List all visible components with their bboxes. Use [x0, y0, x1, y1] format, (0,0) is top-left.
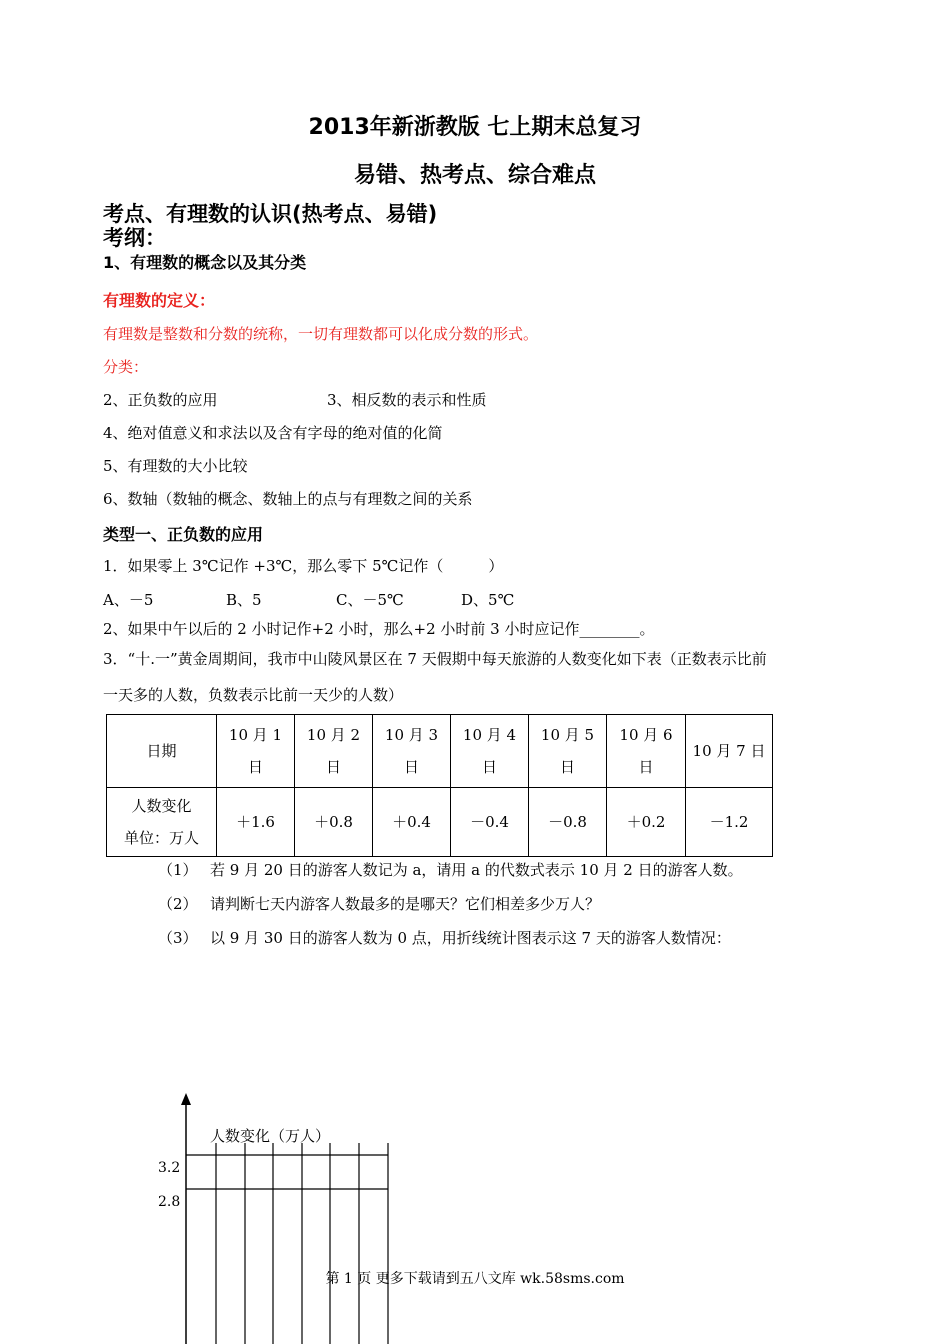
- date-cell: [529, 715, 607, 788]
- outline-label: 考纲：: [103, 226, 166, 250]
- date-top: 10 月 2: [306, 726, 361, 744]
- value-cell: ＋0.8: [295, 788, 373, 857]
- subq-1-text: 若 9 月 20 日的游客人数记为 a，请用 a 的代数式表示 10 月 2 日的游客人数。: [210, 861, 743, 879]
- date-top: 10 月 3: [384, 726, 439, 744]
- page-title: 2013年新浙教版 七上期末总复习: [308, 115, 642, 140]
- date-cell: [451, 715, 529, 788]
- q3-line-2: 一天多的人数，负数表示比前一天少的人数）: [103, 686, 404, 704]
- type1-heading: 类型一、正负数的应用: [103, 525, 264, 544]
- page-footer: 第 1 页 更多下载请到五八文库 wk.58sms.com: [325, 1271, 625, 1287]
- definition-text: 有理数是整数和分数的统称，一切有理数都可以化成分数的形式。: [103, 325, 539, 343]
- q3-line-1: 3．“十.一”黄金周期间，我市中山陵风景区在 7 天假期中每天旅游的人数变化如下表（正数表示比前: [103, 650, 767, 668]
- row-label-2: 单位：万人: [123, 829, 199, 847]
- definition-label: 有理数的定义：: [103, 291, 216, 310]
- topic-5: 5、有理数的大小比较: [103, 457, 248, 475]
- date-cell: [217, 715, 295, 788]
- q1-text: 1．如果零上 3℃记作 +3℃，那么零下 5℃记作（ ）: [103, 557, 504, 575]
- classification-label: 分类：: [103, 358, 149, 376]
- value-cell: －0.8: [529, 788, 607, 857]
- topic-6: 6、数轴（数轴的概念、数轴上的点与有理数之间的关系: [103, 490, 473, 508]
- date-cell: [686, 715, 773, 788]
- date-top: 10 月 5: [540, 726, 595, 744]
- subq-3-num: （3）: [158, 929, 198, 947]
- subq-3-text: 以 9 月 30 日的游客人数为 0 点，用折线统计图表示这 7 天的游客人数情况：: [210, 929, 731, 947]
- page-subtitle: 易错、热考点、综合难点: [353, 163, 596, 188]
- date-bottom: 日: [481, 758, 497, 776]
- section-heading: 考点、有理数的认识(热考点、易错): [103, 202, 438, 226]
- subq-2-num: （2）: [158, 895, 198, 913]
- subq-2-text: 请判断七天内游客人数最多的是哪天？它们相差多少万人？: [210, 895, 601, 913]
- value-cell: ＋1.6: [217, 788, 295, 857]
- topic-3: 3、相反数的表示和性质: [327, 391, 487, 409]
- y-axis-arrow: [181, 1093, 191, 1105]
- q2-text: 2、如果中午以后的 2 小时记作+2 小时，那么+2 小时前 3 小时应记作________。: [103, 620, 655, 638]
- tourist-table: [106, 714, 773, 857]
- q1-option-b: B、5: [226, 591, 262, 609]
- table-row: [107, 715, 773, 788]
- row-label-1: 人数变化: [131, 797, 192, 815]
- q1-option-c: C、－5℃: [336, 591, 404, 609]
- date-cell: [607, 715, 686, 788]
- topic-2: 2、正负数的应用: [103, 391, 218, 409]
- topic-1: 1、有理数的概念以及其分类: [103, 253, 307, 272]
- date-bottom: 日: [559, 758, 575, 776]
- chart-y-label: 人数变化（万人）: [210, 1127, 331, 1145]
- topic-4: 4、绝对值意义和求法以及含有字母的绝对值的化简: [103, 424, 443, 442]
- date-top: 10 月 7 日: [692, 742, 766, 760]
- q1-option-a: A、－5: [103, 591, 154, 609]
- q1-option-d: D、5℃: [461, 591, 515, 609]
- y-tick-label: 2.8: [158, 1194, 181, 1210]
- date-top: 10 月 1: [228, 726, 283, 744]
- date-cell: [295, 715, 373, 788]
- value-cell: －0.4: [451, 788, 529, 857]
- date-bottom: 日: [638, 758, 654, 776]
- row-label: [107, 788, 217, 857]
- table-row: [107, 788, 773, 857]
- date-bottom: 日: [403, 758, 419, 776]
- header-date-label: 日期: [107, 715, 217, 788]
- subq-1-num: （1）: [158, 861, 198, 879]
- date-top: 10 月 6: [619, 726, 673, 744]
- y-tick-label: 3.2: [158, 1160, 181, 1176]
- date-cell: [373, 715, 451, 788]
- date-bottom: 日: [325, 758, 341, 776]
- value-cell: ＋0.4: [373, 788, 451, 857]
- value-cell: ＋0.2: [607, 788, 686, 857]
- date-bottom: 日: [247, 758, 263, 776]
- value-cell: －1.2: [686, 788, 773, 857]
- date-top: 10 月 4: [462, 726, 517, 744]
